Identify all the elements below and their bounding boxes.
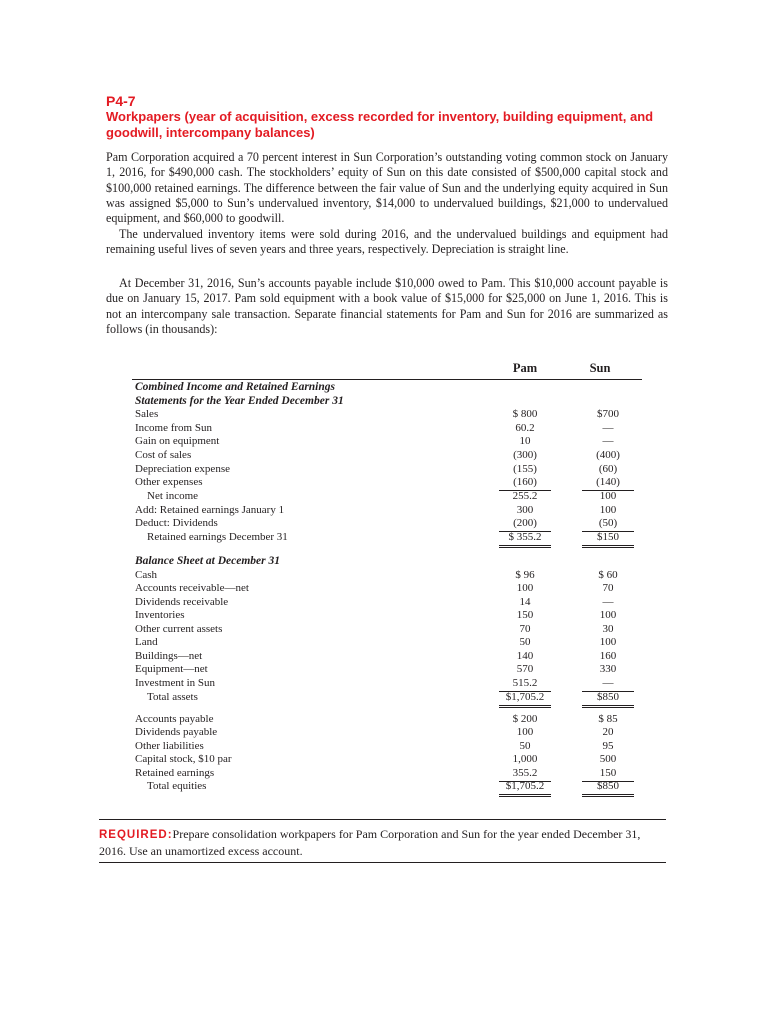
row-label: Equipment—net — [135, 663, 208, 675]
row-label: Cost of sales — [135, 449, 192, 461]
table-row — [135, 582, 635, 596]
pam-value: 1,000 — [512, 753, 538, 765]
table-row — [135, 490, 635, 504]
paragraph-intercompany: At December 31, 2016, Sun’s accounts payable include $10,000 owed to Pam. This $10,000 account payable is due on January 15, 2017. Pam sold equipment with a book value of $15,000 for $25,000 on June 1, 2016. This is not an intercompany sale transaction. Separate financial statements for Pam and Sun for 2016 are summarized as follows (in thousands): — [106, 276, 668, 336]
sun-value: 30 — [602, 623, 614, 635]
table-row — [135, 609, 635, 623]
sun-value: $150 — [582, 531, 634, 548]
row-label: Accounts receivable—net — [135, 582, 249, 594]
row-label: Total assets — [147, 691, 198, 703]
sun-value: 20 — [602, 726, 614, 738]
section-heading-income: Statements for the Year Ended December 31 — [135, 395, 344, 407]
sun-value: (50) — [582, 517, 634, 532]
row-label: Net income — [147, 490, 199, 502]
sun-value: $850 — [582, 691, 634, 708]
sun-value: 100 — [599, 504, 617, 516]
table-row — [135, 780, 635, 794]
table-row — [135, 691, 635, 705]
table-row — [135, 636, 635, 650]
pam-value: 60.2 — [515, 422, 535, 434]
sun-value: (400) — [596, 449, 620, 461]
table-row — [135, 395, 635, 409]
required-top-rule — [99, 819, 666, 820]
required-label: REQUIRED: — [99, 829, 173, 841]
table-row — [135, 596, 635, 610]
table-row — [135, 663, 635, 677]
pam-value: (160) — [499, 476, 551, 491]
problem-id: P4-7 — [106, 93, 136, 109]
sun-value: — — [582, 677, 634, 692]
table-row — [135, 623, 635, 637]
sun-value: $700 — [597, 408, 619, 420]
sun-value: 150 — [582, 767, 634, 782]
row-label: Add: Retained earnings January 1 — [135, 504, 285, 516]
row-label: Dividends receivable — [135, 596, 229, 608]
pam-value: $1,705.2 — [499, 691, 551, 708]
row-label: Sales — [135, 408, 159, 420]
sun-value: — — [602, 596, 614, 608]
pam-value: $ 800 — [512, 408, 538, 420]
paragraph-acquisition: Pam Corporation acquired a 70 percent interest in Sun Corporation’s outstanding voting common stock on January 1, 2016, for $490,000 cash. The stockholders’ equity of Sun on this date consisted of $500,000 capital stock and $100,000 retained earnings. The difference between the fair value of Sun and the underlying equity acquired in Sun was assigned $5,000 to Sun’s undervalued inventory, $14,000 to undervalued buildings, $21,000 to undervalued equipment, and $60,000 to goodwill. — [106, 150, 668, 226]
row-label: Investment in Sun — [135, 677, 216, 689]
pam-value: 300 — [516, 504, 534, 516]
table-row — [135, 726, 635, 740]
table-row — [135, 422, 635, 436]
table-row — [135, 531, 635, 545]
row-label: Deduct: Dividends — [135, 517, 218, 529]
table-row — [135, 650, 635, 664]
pam-value: 50 — [519, 740, 531, 752]
pam-value: 70 — [519, 623, 531, 635]
row-label: Accounts payable — [135, 713, 214, 725]
table-row — [135, 463, 635, 477]
section-heading-income: Combined Income and Retained Earnings — [135, 381, 336, 393]
table-row — [135, 569, 635, 583]
pam-value: $ 96 — [515, 569, 535, 581]
sun-value: (60) — [598, 463, 618, 475]
sun-value: 100 — [599, 636, 617, 648]
pam-value: 255.2 — [512, 490, 538, 502]
row-label: Capital stock, $10 par — [135, 753, 232, 765]
sun-value: $850 — [582, 780, 634, 797]
row-label: Buildings—net — [135, 650, 203, 662]
pam-value: (300) — [513, 449, 537, 461]
pam-value: 355.2 — [499, 767, 551, 782]
pam-value: (200) — [499, 517, 551, 532]
table-row — [135, 504, 635, 518]
sun-value: $ 85 — [598, 713, 618, 725]
required-instruction — [99, 826, 667, 859]
pam-value: (155) — [513, 463, 537, 475]
row-label: Dividends payable — [135, 726, 218, 738]
pam-value: 515.2 — [499, 677, 551, 692]
paragraph-depreciation: The undervalued inventory items were sold during 2016, and the undervalued buildings and equipment had remaining useful lives of seven years and three years, respectively. Depreciation is straight line. — [106, 227, 668, 257]
sun-value: 100 — [599, 609, 617, 621]
sun-value: — — [602, 435, 614, 447]
sun-value: 160 — [599, 650, 617, 662]
table-row — [135, 435, 635, 449]
row-label: Retained earnings December 31 — [147, 531, 288, 543]
pam-value: 570 — [516, 663, 534, 675]
pam-value: 10 — [519, 435, 531, 447]
pam-value: 150 — [516, 609, 534, 621]
sun-value: (140) — [582, 476, 634, 491]
table-row — [135, 713, 635, 727]
pam-value: $ 200 — [512, 713, 538, 725]
table-row — [135, 753, 635, 767]
row-label: Income from Sun — [135, 422, 212, 434]
table-row — [135, 381, 635, 395]
pam-value: 100 — [516, 726, 534, 738]
row-label: Depreciation expense — [135, 463, 230, 475]
row-label: Gain on equipment — [135, 435, 220, 447]
sun-value: — — [602, 422, 614, 434]
row-label: Inventories — [135, 609, 185, 621]
section-heading-balance-sheet: Balance Sheet at December 31 — [135, 555, 281, 567]
pam-value: 100 — [516, 582, 534, 594]
required-bottom-rule — [99, 862, 666, 863]
row-label: Land — [135, 636, 158, 648]
table-row — [135, 767, 635, 781]
row-label: Cash — [135, 569, 157, 581]
pam-value: $ 355.2 — [499, 531, 551, 548]
pam-value: 50 — [519, 636, 531, 648]
row-label: Other liabilities — [135, 740, 204, 752]
required-text: Prepare consolidation workpapers for Pam Corporation and Sun for the year ended December 31, 2016. Use an unamortized excess account. — [99, 827, 641, 858]
sun-value: 95 — [602, 740, 614, 752]
table-row — [135, 476, 635, 490]
table-row — [135, 408, 635, 422]
table-row — [135, 449, 635, 463]
sun-value: 70 — [602, 582, 614, 594]
table-row — [135, 740, 635, 754]
table-row — [135, 555, 635, 569]
row-label: Total equities — [147, 780, 207, 792]
table-row — [135, 677, 635, 691]
sun-value: 330 — [599, 663, 617, 675]
sun-value: $ 60 — [598, 569, 618, 581]
sun-value: 500 — [599, 753, 617, 765]
table-header-rule — [132, 379, 642, 380]
problem-title: Workpapers (year of acquisition, excess recorded for inventory, building equipment, and goodwill, intercompany balances) — [106, 109, 654, 140]
column-header-pam: Pam — [512, 361, 538, 375]
pam-value: $1,705.2 — [499, 780, 551, 797]
pam-value: 140 — [516, 650, 534, 662]
pam-value: 14 — [519, 596, 531, 608]
table-row — [135, 517, 635, 531]
row-label: Other current assets — [135, 623, 223, 635]
row-label: Retained earnings — [135, 767, 215, 779]
column-header-sun: Sun — [589, 361, 611, 375]
sun-value: 100 — [599, 490, 617, 502]
row-label: Other expenses — [135, 476, 203, 488]
